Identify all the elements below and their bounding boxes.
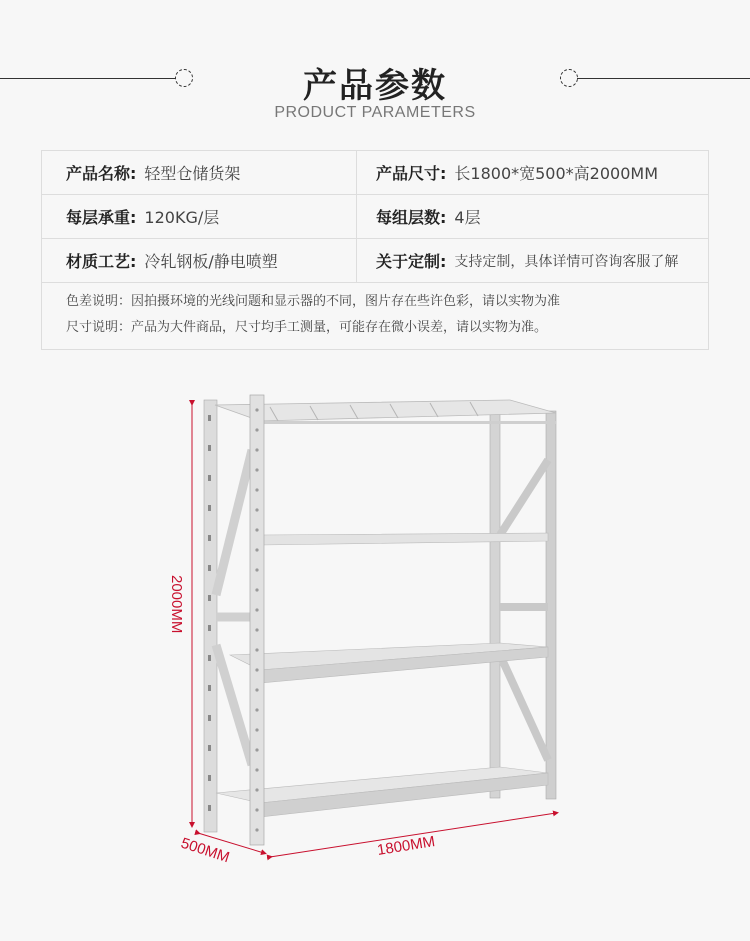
spec-cell [42,239,357,282]
back-right-upright [490,413,500,798]
page-subtitle: PRODUCT PARAMETERS [274,104,476,121]
spec-cell [42,151,357,194]
shelf-top [215,400,556,421]
spec-row-load-layers [42,195,708,239]
front-left-upright [250,395,264,845]
spec-key: 每层承重: [66,208,137,227]
shelf-rack-illustration [160,385,580,885]
spec-key: 关于定制: [376,252,447,271]
back-left-upright [204,400,217,832]
spec-value: 支持定制，具体详情可咨询客服了解 [454,253,679,270]
size-note: 尺寸说明：产品为大件商品，尺寸均手工测量，可能存在微小误差，请以实物为准。 [66,320,548,335]
spec-cell [42,195,357,238]
height-label: 2000MM [168,575,185,634]
spec-value: 4层 [454,208,481,227]
width-label: 1800MM [375,833,437,859]
top-shelf-edge [260,421,556,424]
right-divider-line [577,78,750,79]
spec-key: 产品尺寸: [376,164,447,183]
spec-cell [357,239,708,282]
color-note: 色差说明：因拍摄环境的光线问题和显示器的不同，图片存在些许色彩，请以实物为准 [66,294,561,309]
notes-block [42,283,708,349]
depth-label: 500MM [178,834,232,867]
spec-value: 长1800*宽500*高2000MM [454,164,658,183]
spec-table [41,150,709,350]
spec-value: 轻型仓储货架 [144,164,241,183]
spec-key: 每组层数: [376,208,447,227]
page-title: 产品参数 [303,66,447,106]
shelf-second [260,533,548,545]
spec-cell [357,195,708,238]
left-side-braces [216,450,252,765]
spec-value: 冷轧钢板/静电喷塑 [144,252,278,271]
spec-key: 材质工艺: [66,252,137,271]
spec-row-material-custom [42,239,708,283]
spec-key: 产品名称: [66,164,137,183]
section-header [0,0,750,140]
right-circle-ornament-icon [560,69,578,87]
right-side-braces [500,460,548,760]
spec-cell [357,151,708,194]
spec-row-name-size [42,151,708,195]
spec-value: 120KG/层 [144,208,220,227]
